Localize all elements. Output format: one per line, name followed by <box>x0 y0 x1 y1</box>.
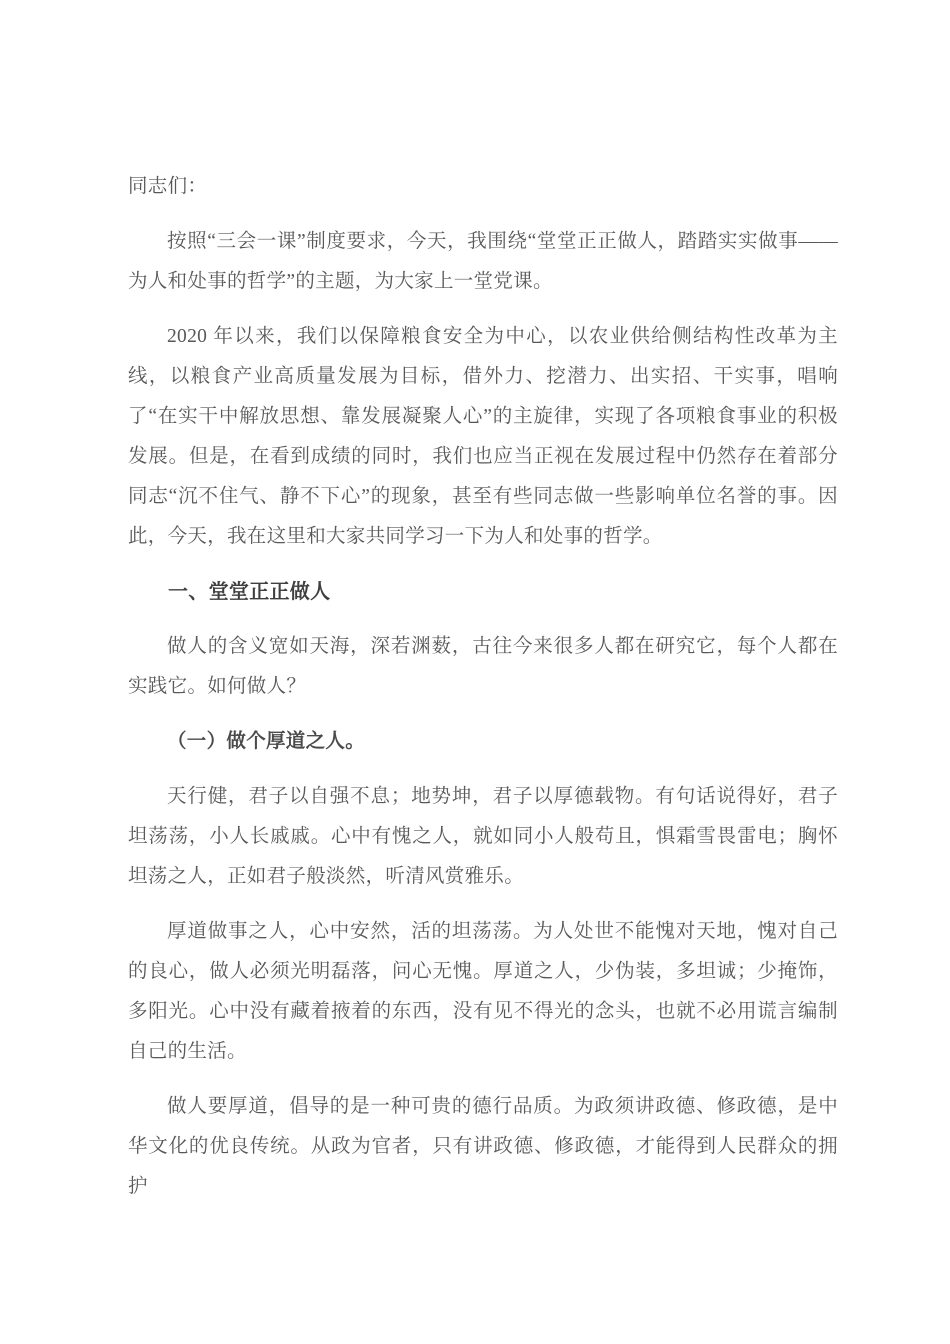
section-heading-1: 一、堂堂正正做人 <box>168 581 331 603</box>
body-paragraph-3: 做人要厚道，倡导的是一种可贵的德行品质。为政须讲政德、修政德，是中华文化的优良传统。从政为官者，只有讲政德、修政德，才能得到人民群众的拥护 <box>128 1096 838 1197</box>
document-content <box>128 167 838 1222</box>
subsection-heading-1: （一）做个厚道之人。 <box>167 731 366 752</box>
salutation: 同志们： <box>128 176 208 197</box>
section-intro-paragraph: 做人的含义宽如天海，深若渊薮，古往今来很多人都在研究它，每个人都在实践它。如何做人？ <box>128 636 838 697</box>
background-paragraph: 2020 年以来，我们以保障粮食安全为中心，以农业供给侧结构性改革为主线，以粮食产业高质量发展为目标，借外力、挖潜力、出实招、干实事，唱响了“在实干中解放思想、靠发展凝聚人心”的主旋律，实现了各项粮食事业的积极发展。但是，在看到成绩的同时，我们也应当正视在发展过程中仍然存在着部分同志“沉不住气、静不下心”的现象，甚至有些同志做一些影响单位名誉的事。因此，今天，我在这里和大家共同学习一下为人和处事的哲学。 <box>128 326 838 547</box>
body-paragraph-2: 厚道做事之人，心中安然，活的坦荡荡。为人处世不能愧对天地，愧对自己的良心，做人必须光明磊落，问心无愧。厚道之人，少伪装，多坦诚；少掩饰，多阳光。心中没有藏着掖着的东西，没有见不得光的念头，也就不必用谎言编制自己的生活。 <box>128 921 838 1062</box>
intro-paragraph: 按照“三会一课”制度要求，今天，我围绕“堂堂正正做人，踏踏实实做事——为人和处事的哲学”的主题，为大家上一堂党课。 <box>128 231 838 292</box>
body-paragraph-1: 天行健，君子以自强不息；地势坤，君子以厚德载物。有句话说得好，君子坦荡荡，小人长戚戚。心中有愧之人，就如同小人般苟且，惧霜雪畏雷电；胸怀坦荡之人，正如君子般淡然，听清风赏雅乐。 <box>128 786 838 887</box>
